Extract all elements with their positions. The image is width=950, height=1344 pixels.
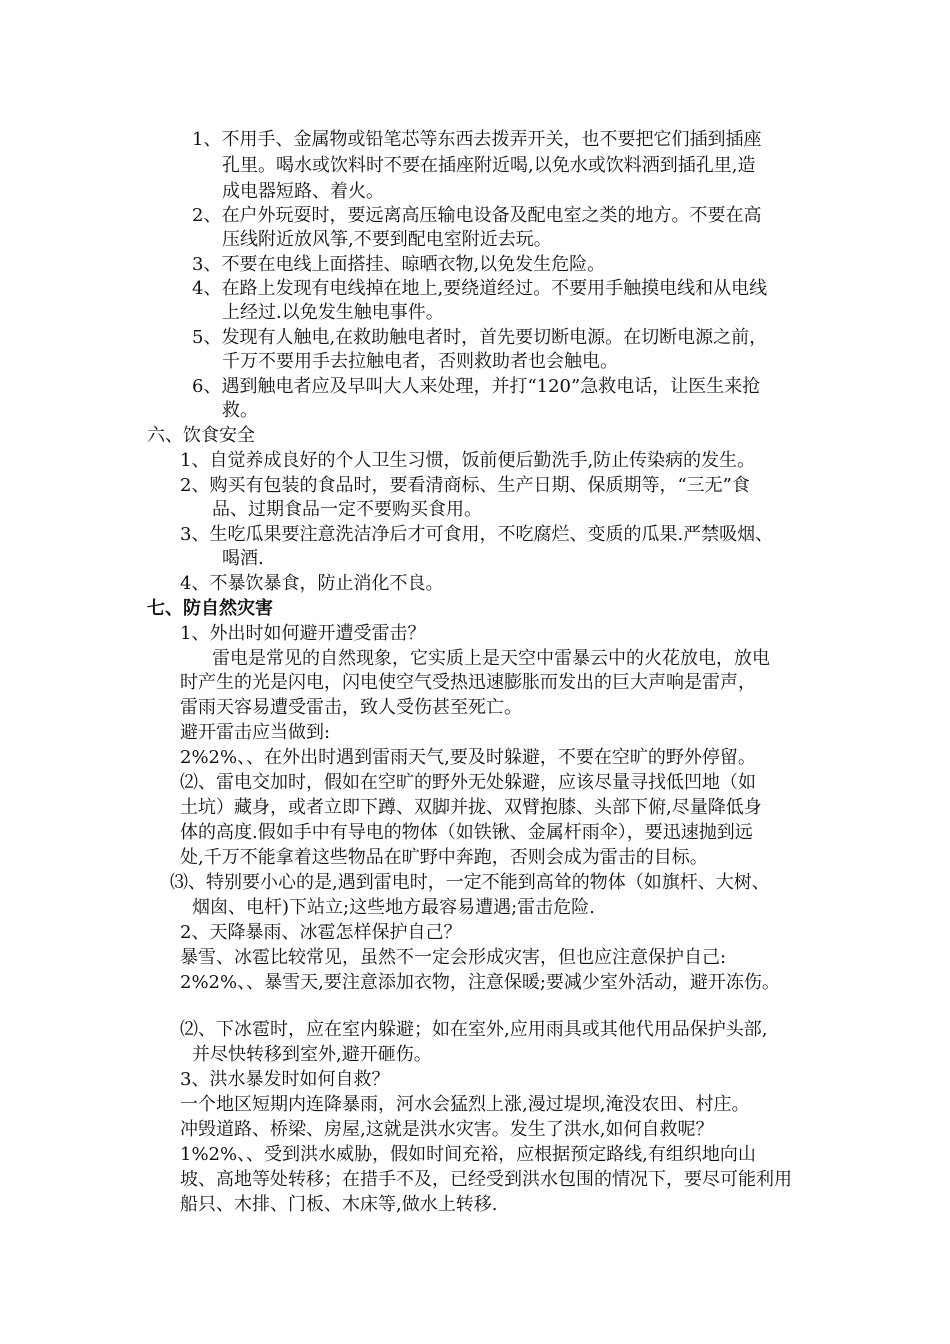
lightning-point-3-line-1: ⑶、特别要小心的是,遇到雷电时，一定不能到高耸的物体（如旗杆、大树、: [170, 872, 770, 893]
nature-section-heading: 七、防自然灾害: [147, 598, 273, 619]
food-item-2-line-1: 2、购买有包装的食品时，要看清商标、生产日期、保质期等，“三无”食: [180, 475, 750, 496]
food-item-2-line-2: 品、过期食品一定不要购买食用。: [212, 499, 482, 520]
food-item-1-line-1: 1、自觉养成良好的个人卫生习惯，饭前便后勤洗手,防止传染病的发生。: [180, 450, 756, 471]
storm-point-2-line-1: ⑵、下冰雹时，应在室内躲避；如在室外,应用雨具或其他代用品保护头部,: [180, 1019, 768, 1040]
lightning-point-2-line-2: 土坑）藏身，或者立即下蹲、双脚并拢、双臂抱膝、头部下俯,尽量降低身: [180, 797, 762, 818]
lightning-question: 1、外出时如何避开遭受雷击？: [180, 623, 426, 644]
flood-lead-line-2: 冲毁道路、桥梁、房屋,这就是洪水灾害。发生了洪水,如何自救呢？: [180, 1119, 714, 1140]
electric-item-4-line-1: 4、在路上发现有电线掉在地上,要绕道经过。不要用手触摸电线和从电线: [192, 278, 768, 299]
storm-point-1: 2%2%、、暴雪天,要注意添加衣物，注意保暖;要减少室外活动，避开冻伤。: [180, 972, 780, 993]
lightning-point-2-line-3: 体的高度.假如手中有导电的物体（如铁锹、金属杆雨伞），要迅速抛到远: [180, 822, 753, 843]
lightning-point-2-line-1: ⑵、雷电交加时，假如在空旷的野外无处躲避，应该尽量寻找低凹地（如: [180, 772, 756, 793]
lightning-intro-line-1: 雷电是常见的自然现象，它实质上是天空中雷暴云中的火花放电，放电: [212, 648, 770, 669]
electric-item-5-line-2: 千万不要用手去拉触电者，否则救助者也会触电。: [222, 351, 618, 372]
flood-lead-line-1: 一个地区短期内连降暴雨，河水会猛烈上涨,漫过堤坝,淹没农田、村庄。: [180, 1094, 750, 1115]
electric-item-3-line-1: 3、不要在电线上面搭挂、晾晒衣物,以免发生危险。: [192, 254, 606, 275]
lightning-point-2-line-4: 处,千万不能拿着这些物品在旷野中奔跑，否则会成为雷击的目标。: [180, 847, 708, 868]
electric-item-2-line-2: 压线附近放风筝,不要到配电室附近去玩。: [222, 229, 552, 250]
lightning-point-1: 2%2%、、在外出时遇到雷雨天气,要及时躲避，不要在空旷的野外停留。: [180, 747, 756, 768]
flood-question: 3、洪水暴发时如何自救？: [180, 1069, 390, 1090]
food-section-heading: 六、饮食安全: [147, 425, 255, 446]
electric-item-5-line-1: 5、发现有人触电,在救助触电者时，首先要切断电源。在切断电源之前，: [192, 327, 768, 348]
storm-question: 2、天降暴雨、冰雹怎样保护自己？: [180, 922, 462, 943]
lightning-intro-line-2: 时产生的光是闪电，闪电使空气受热迅速膨胀而发出的巨大声响是雷声，: [180, 672, 756, 693]
electric-item-6-line-1: 6、遇到触电者应及早叫大人来处理，并打“120”急救电话，让医生来抢: [192, 376, 761, 397]
flood-point-1-line-2: 坡、高地等处转移；在措手不及，已经受到洪水包围的情况下，要尽可能利用: [180, 1169, 792, 1190]
storm-lead: 暴雪、冰雹比较常见，虽然不一定会形成灾害，但也应注意保护自己:: [180, 947, 727, 968]
lightning-lead: 避开雷击应当做到:: [180, 722, 331, 743]
flood-point-1-line-1: 1%2%、、受到洪水威胁，假如时间充裕，应根据预定路线,有组织地向山: [180, 1144, 756, 1165]
electric-item-4-line-2: 上经过.以免发生触电事件。: [222, 302, 444, 323]
electric-item-6-line-2: 救。: [222, 400, 258, 421]
flood-point-1-line-3: 船只、木排、门板、木床等,做水上转移.: [180, 1194, 498, 1215]
electric-item-2-line-1: 2、在户外玩耍时，要远离高压输电设备及配电室之类的地方。不要在高: [192, 205, 762, 226]
lightning-intro-line-3: 雷雨天容易遭受雷击，致人受伤甚至死亡。: [180, 697, 522, 718]
storm-point-2-line-2: 并尽快转移到室外,避开砸伤。: [192, 1044, 432, 1065]
food-item-3-line-2: 喝酒.: [222, 548, 264, 569]
electric-item-1-line-3: 成电器短路、着火。: [222, 181, 384, 202]
electric-item-1-line-1: 1、不用手、金属物或铅笔芯等东西去拨弄开关，也不要把它们插到插座: [192, 129, 762, 150]
lightning-point-3-line-2: 烟囱、电杆)下站立;这些地方最容易遭遇;雷击危险.: [192, 897, 595, 918]
electric-item-1-line-2: 孔里。喝水或饮料时不要在插座附近喝,以免水或饮料洒到插孔里,造: [222, 155, 756, 176]
food-item-3-line-1: 3、生吃瓜果要注意洗洁净后才可食用，不吃腐烂、变质的瓜果.严禁吸烟、: [180, 524, 774, 545]
food-item-4-line-1: 4、不暴饮暴食，防止消化不良。: [180, 573, 444, 594]
